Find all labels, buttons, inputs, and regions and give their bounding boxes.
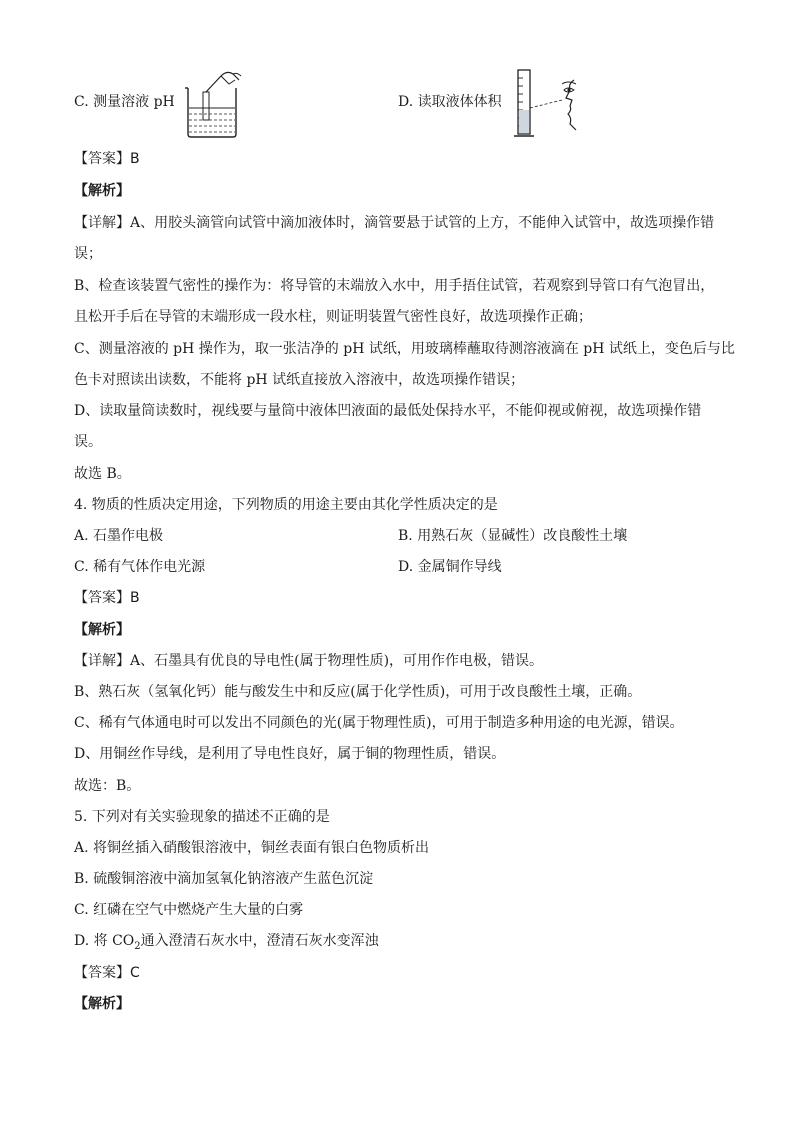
q4-option-b: B. 用熟石灰（显碱性）改良酸性土壤 [398,528,628,544]
q4-option-a: A. 石墨作电极 [74,528,164,544]
q3-detail-line: 误； [74,246,102,262]
q5-stem: 5. 下列对有关实验现象的描述不正确的是 [74,809,330,825]
q4-answer: 【答案】B [74,590,140,606]
beaker-ph-illustration-icon [183,70,245,140]
q5-option-b: B. 硫酸铜溶液中滴加氢氧化钠溶液产生蓝色沉淀 [74,871,374,887]
q5-option-d-suffix: 通入澄清石灰水中，澄清石灰水变浑浊 [140,933,379,949]
q3-detail-line: B、检查该装置气密性的操作为：将导管的末端放入水中，用手捂住试管，若观察到导管口有气泡冒出， [74,278,715,294]
q3-conclusion: 故选 B。 [74,466,131,482]
q5-analysis-heading: 【解析】 [74,996,130,1012]
q4-stem: 4. 物质的性质决定用途，下列物质的用途主要由其化学性质决定的是 [74,497,498,513]
graduated-cylinder-eye-illustration-icon [512,66,588,142]
q4-detail-line: 【详解】A、石墨具有优良的导电性(属于物理性质)，可用作作电极，错误。 [74,653,544,669]
q5-option-d [74,932,379,956]
q4-detail-line: C、稀有气体通电时可以发出不同颜色的光(属于物理性质)，可用于制造多种用途的电光源，错误。 [74,715,684,731]
q5-answer: 【答案】C [74,965,140,981]
q5-option-d-prefix: D. 将 CO [74,933,135,949]
q4-detail-line: B、熟石灰（氢氧化钙）能与酸发生中和反应(属于化学性质)，可用于改良酸性土壤，正确。 [74,684,642,700]
q3-detail-line: 且松开手后在导管的末端形成一段水柱，则证明装置气密性良好，故选项操作正确； [74,309,592,325]
q4-analysis-heading: 【解析】 [74,622,130,638]
option-d-read-volume: D. 读取液体体积 [398,94,502,110]
q5-option-d-subscript: 2 [134,940,141,952]
q3-analysis-heading: 【解析】 [74,183,130,199]
q3-detail-line: D、读取量筒读数时，视线要与量筒中液体凹液面的最低处保持水平，不能仰视或俯视，故选项操作错 [74,403,702,419]
q3-detail-line: 误。 [74,434,102,450]
q5-option-a: A. 将铜丝插入硝酸银溶液中，铜丝表面有银白色物质析出 [74,840,430,856]
q4-option-c: C. 稀有气体作电光源 [74,559,206,575]
q3-detail-line: 色卡对照读出读数，不能将 pH 试纸直接放入溶液中，故选项操作错误； [74,372,525,388]
q4-option-d: D. 金属铜作导线 [398,559,502,575]
q4-detail-line: D、用铜丝作导线，是利用了导电性良好，属于铜的物理性质，错误。 [74,746,506,762]
q5-option-c: C. 红磷在空气中燃烧产生大量的白雾 [74,902,304,918]
q3-detail-line: C、测量溶液的 pH 操作为，取一张洁净的 pH 试纸，用玻璃棒蘸取待测溶液滴在 pH 试纸上，变色后与比 [74,341,735,357]
option-c-measure-ph: C. 测量溶液 pH [74,94,175,110]
q3-detail-line: 【详解】A、用胶头滴管向试管中滴加液体时，滴管要悬于试管的上方，不能伸入试管中，故选项操作错 [74,215,715,231]
q3-answer: 【答案】B [74,151,140,167]
q4-conclusion: 故选：B。 [74,778,141,794]
